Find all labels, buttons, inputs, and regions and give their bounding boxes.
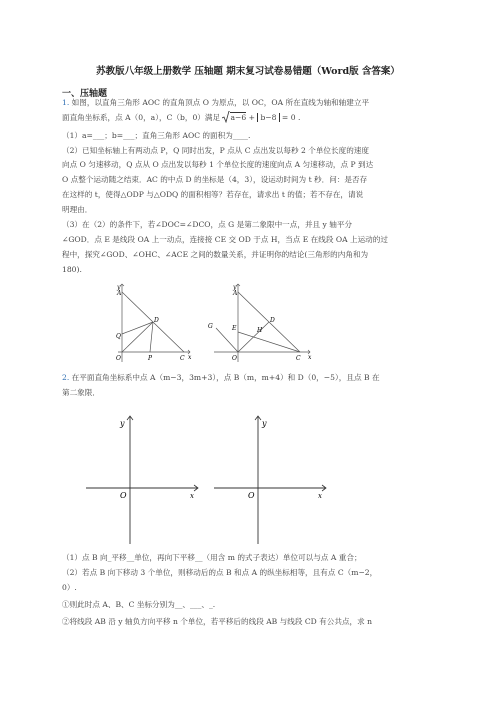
figure-1 — [108, 282, 192, 364]
q2-part2-line2: 0）. — [62, 583, 77, 592]
label-E: E — [232, 325, 237, 332]
q1-line2: 面直角坐标系，点 A（0，a），C（b，0）满足 a−6 + b−8 = 0 . — [62, 111, 442, 126]
equation-tail: = 0 . — [281, 113, 301, 122]
q1-stem-2: 面直角坐标系，点 A（0，a），C（b，0）满足 — [62, 113, 221, 122]
document-title: 苏教版八年级上册数学 压轴题 期末复习试卷易错题（Word版 含答案） — [96, 66, 400, 77]
q2-part1: （1）点 B 向_平移__单位，再向下平移__（用含 m 的式子表达）单位可以与点 A 重合； — [62, 553, 362, 562]
q1-part2-line1: （2）已知坐标轴上有两动点 P，Q 同时出发，P 点从 C 点出发以每秒 2 个单位长度的速度 — [62, 146, 369, 155]
sqrt-expression — [222, 111, 246, 126]
q1-number: 1. — [62, 98, 70, 107]
q1-line1 — [62, 96, 442, 111]
label-x: x — [190, 492, 194, 500]
q1-part3-line4: 180). — [62, 265, 82, 274]
label-D: D — [270, 317, 275, 324]
segment-DP — [150, 322, 153, 352]
label-y: y — [233, 284, 237, 291]
q2-part2-line1: （2）若点 B 向下移动 3 个单位，则移动后的点 B 和点 A 的纵坐标相等，且有点 C（m−2， — [62, 568, 378, 577]
q1-part3-line1: （3）在（2）的条件下，若∠DOC=∠DCO，点 G 是第二象限中一点，并且 y 轴平分 — [62, 220, 353, 229]
radical-sign-icon — [222, 111, 230, 123]
label-y: y — [120, 419, 125, 428]
label-O: O — [116, 355, 121, 362]
absolute-value: b−8 — [257, 113, 279, 122]
label-C: C — [296, 355, 301, 362]
q2-stem-1: 在平面直角坐标系中点 A（m−3，3m+3），点 B（m，m+4）和 D（0，−5），且点 B 在 — [71, 373, 380, 382]
coordinate-grid-2 — [212, 412, 328, 546]
label-y: y — [262, 419, 267, 428]
q1-part2-line3: O 点整个运动随之结束．AC 的中点 D 的坐标是（4，3），设运动时间为 t 秒．问：是否存 — [62, 175, 368, 184]
radicand: a−6 — [230, 113, 247, 122]
q2-line1 — [62, 371, 442, 386]
label-O: O — [120, 491, 127, 500]
label-x: x — [308, 354, 312, 361]
q1-part3-line3: 程中，探究∠GOD、∠OHC、∠ACE 之间的数量关系，并证明你的结论(三角形的内角和为 — [62, 250, 369, 259]
q2-line2: 第二象限． — [62, 388, 100, 397]
q1-part2-line2: 向点 O 匀速移动，Q 点从 O 点出发以每秒 1 个单位长度的速度向点 A 匀速移动，点 P 到达 — [62, 160, 374, 169]
segment-CE — [238, 332, 300, 352]
label-Q: Q — [116, 333, 121, 340]
q2-part4: ②将线段 AB 沿 y 轴负方向平移 n 个单位，若平移后的线段 AB 与线段 CD 有公共点，求 n — [62, 617, 373, 626]
label-G: G — [208, 323, 213, 330]
section-heading: 一、压轴题 — [62, 89, 108, 99]
q1-stem-1: 如图，以直角三角形 AOC 的直角顶点 O 为原点，以 OC，OA 所在直线为轴和轴建立平 — [71, 98, 370, 107]
label-H: H — [257, 327, 263, 334]
figure-2 — [204, 282, 314, 364]
coordinate-grid-1 — [84, 412, 200, 546]
q2-part3: ①则此时点 A、B、C 坐标分别为__、___、_. — [62, 600, 216, 609]
label-P: P — [148, 355, 153, 362]
label-A: A — [233, 290, 238, 297]
label-x: x — [188, 354, 192, 361]
label-O: O — [248, 491, 255, 500]
label-C: C — [180, 355, 185, 362]
label-y: y — [117, 284, 121, 291]
q1-part2-line4: 在这样的 t，使得△ODP 与△ODQ 的面积相等？若存在，请求出 t 的值；若不存在，请说 — [62, 190, 364, 199]
q1-part1: （1）a=___；b=___；直角三角形 AOC 的面积为____. — [62, 131, 251, 140]
label-x: x — [318, 492, 322, 500]
segment-QD — [122, 322, 153, 334]
q1-part3-line2: ∠GOD．点 E 是线段 OA 上一动点，连接接 CE 交 OD 于点 H，当点 E 在线段 OA 上运动的过 — [62, 235, 388, 244]
q2-number: 2. — [62, 373, 70, 382]
label-O: O — [232, 355, 237, 362]
segment-OD — [122, 322, 153, 352]
q1-part2-line5: 明理由． — [62, 205, 93, 214]
label-A: A — [117, 290, 122, 297]
label-D: D — [154, 317, 159, 324]
